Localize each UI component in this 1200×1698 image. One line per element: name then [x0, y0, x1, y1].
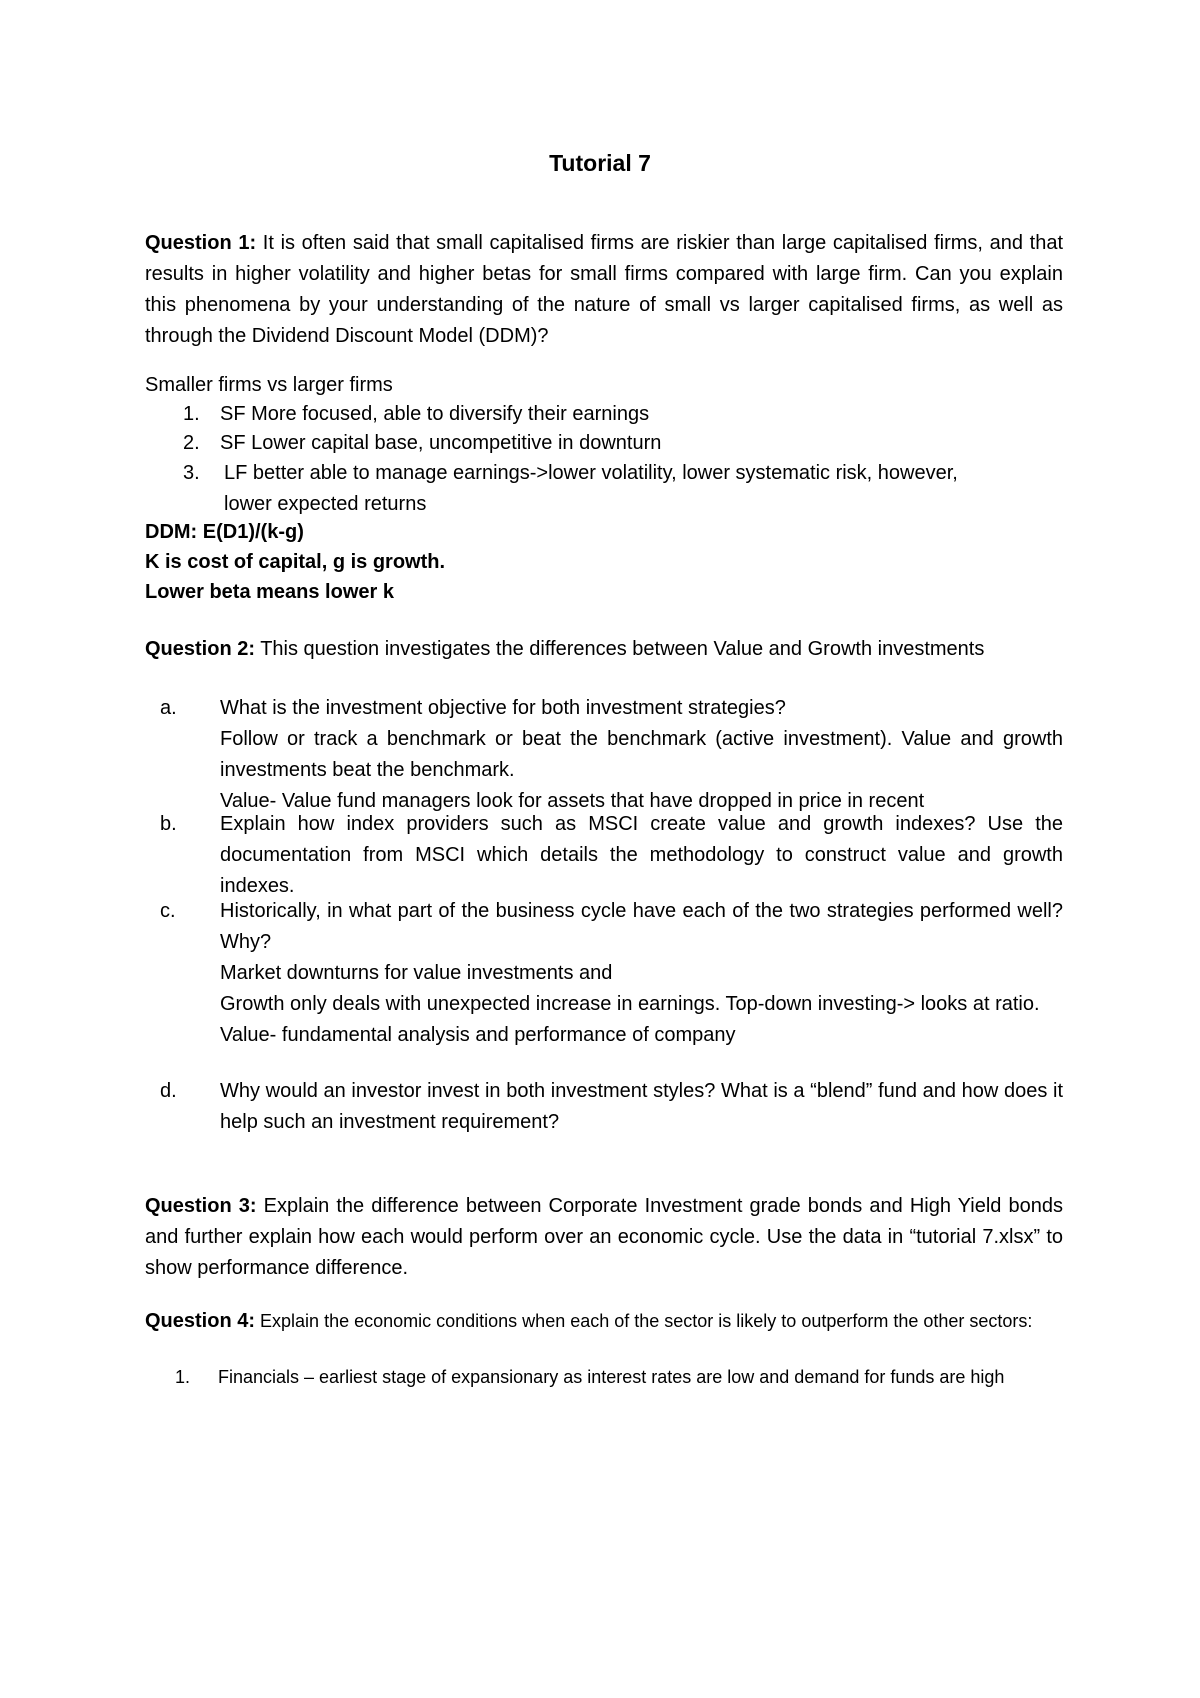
- q2-part-c-answer-2: Growth only deals with unexpected increase in earnings. Top-down investing-> looks at ratio.: [220, 993, 1040, 1015]
- question-1-label: Question 1:: [145, 232, 257, 254]
- question-1: [145, 228, 1063, 352]
- q1-point-1-text: SF More focused, able to diversify their earnings: [220, 403, 650, 425]
- q2-part-a-letter: a.: [160, 697, 177, 719]
- q2-part-c-answer-3: Value- fundamental analysis and performance of company: [220, 1024, 736, 1046]
- q2-part-c: [145, 896, 1063, 1051]
- question-1-text: It is often said that small capitalised firms are riskier than large capitalised firms, and that results in higher volatility and higher betas for small firms compared with large firm. Can you explain this phenomena by your understanding of the nature of small vs larger capitalised firms, as well as through the Dividend Discount Model (DDM)?: [145, 232, 1064, 347]
- ddm-formula: DDM: E(D1)/(k-g): [145, 521, 304, 543]
- q2-part-a-question: What is the investment objective for both investment strategies?: [220, 697, 786, 719]
- q2-part-a-answer-1: Follow or track a benchmark or beat the benchmark (active investment). Value and growth investments beat the benchmark.: [220, 728, 1063, 781]
- q2-part-b-letter: b.: [160, 813, 177, 835]
- question-4: [145, 1306, 1063, 1336]
- q4-point-1-number: 1.: [175, 1367, 191, 1387]
- q1-point-2-text: SF Lower capital base, uncompetitive in downturn: [220, 432, 662, 454]
- q1-point-3-text: LF better able to manage earnings->lower volatility, lower systematic risk, however, lower expected returns: [224, 462, 958, 515]
- q2-part-d-letter: d.: [160, 1080, 177, 1102]
- q4-point-1-text: Financials – earliest stage of expansionary as interest rates are low and demand for funds are high: [218, 1367, 1005, 1387]
- question-4-text: Explain the economic conditions when each of the sector is likely to outperform the other sectors:: [260, 1311, 1033, 1331]
- q1-point-3-number: 3.: [183, 462, 200, 484]
- q2-part-b: [145, 809, 1063, 902]
- q1-point-1-number: 1.: [183, 403, 200, 425]
- question-3-label: Question 3:: [145, 1195, 257, 1217]
- ddm-beta-note: Lower beta means lower k: [145, 581, 394, 603]
- question-2-text: This question investigates the differences between Value and Growth investments: [260, 638, 985, 660]
- q2-part-a-answer-2: Value- Value fund managers look for assets that have dropped in price in recent: [220, 790, 925, 812]
- q2-part-a: [145, 693, 1063, 817]
- q2-part-c-question: Historically, in what part of the business cycle have each of the two strategies performed well? Why?: [220, 900, 1063, 953]
- q2-part-b-question: Explain how index providers such as MSCI create value and growth indexes? Use the documentation from MSCI which details the methodology to construct value and growth indexes.: [220, 813, 1063, 897]
- page-title: Tutorial 7: [549, 150, 651, 176]
- question-4-label: Question 4:: [145, 1310, 256, 1332]
- q1-point-3: [145, 458, 965, 520]
- q1-point-2-number: 2.: [183, 432, 200, 454]
- question-3: [145, 1191, 1063, 1284]
- q1-answer-heading: Smaller firms vs larger firms: [145, 374, 393, 396]
- question-2-label: Question 2:: [145, 638, 256, 660]
- question-3-text: Explain the difference between Corporate Investment grade bonds and High Yield bonds and further explain how each would perform over an economic cycle. Use the data in “tutorial 7.xlsx” to show performance difference.: [145, 1195, 1064, 1279]
- q2-part-d: [145, 1076, 1063, 1138]
- q2-part-c-letter: c.: [160, 900, 176, 922]
- q1-point-1: [145, 399, 1063, 430]
- question-2: [145, 634, 1063, 665]
- q1-point-2: [145, 428, 1063, 459]
- q2-part-d-question: Why would an investor invest in both investment styles? What is a “blend” fund and how does it help such an investment requirement?: [220, 1080, 1063, 1133]
- q4-point-1: [145, 1362, 1063, 1392]
- q2-part-c-answer-1: Market downturns for value investments and: [220, 962, 613, 984]
- ddm-definition: K is cost of capital, g is growth.: [145, 551, 446, 573]
